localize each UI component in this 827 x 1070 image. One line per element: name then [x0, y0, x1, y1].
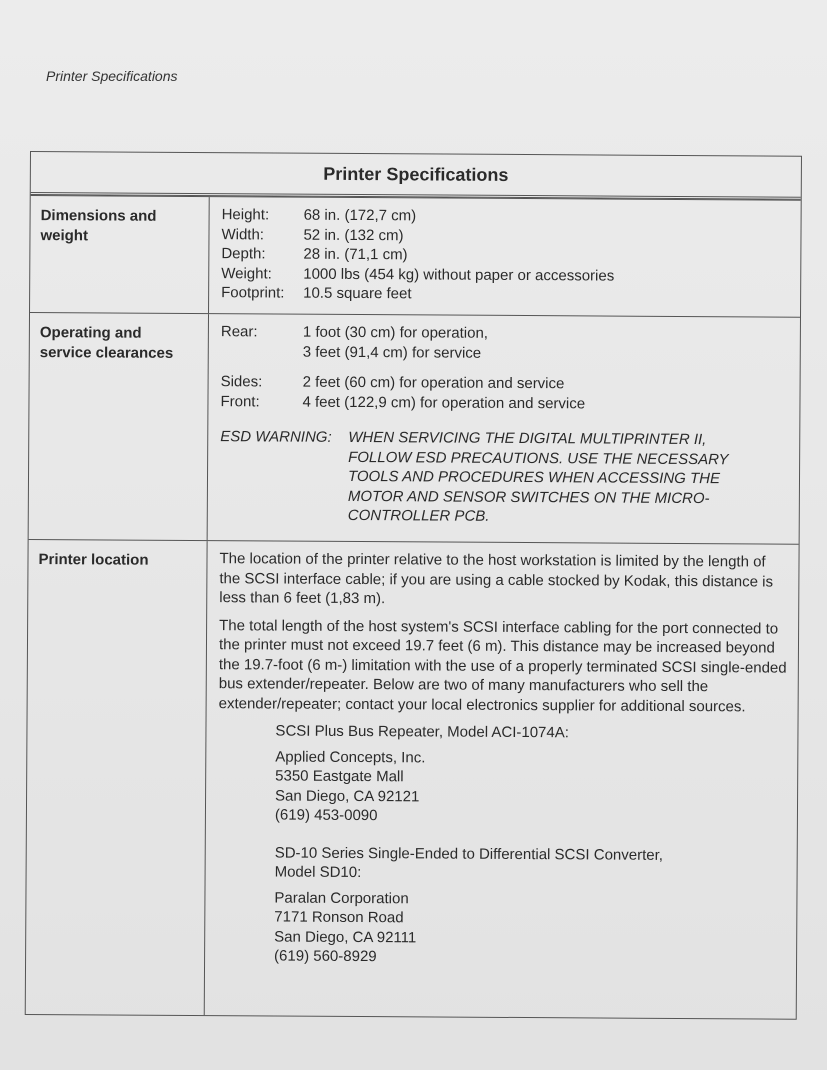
- dimensions-content: [209, 197, 801, 317]
- location-paragraph-1: The location of the printer relative to the host workstation is limited by the length of the SCSI interface cable; if you are using a cable stocked by Kodak, this distance is less than 6 feet (1,83 m).: [219, 550, 774, 608]
- row-clearances: [29, 312, 800, 544]
- location-paragraph-2: The total length of the host system's SCSI interface cabling for the port connected to the printer must not exceed 19.7 feet (6 m). This distance may be increased beyond the 19.7-foot (6 m-) limitation with the use of a properly terminated SCSI single-ended bus extender/repeater. Below are two of many manufacturers who sell the extender/repeater; contact your local electronics supplier for additional sources.: [218, 616, 787, 715]
- location-label: Printer location: [26, 540, 208, 1015]
- row-printer-location: [26, 539, 799, 1019]
- spec-depth: Depth: 28 in. (71,1 cm): [221, 245, 408, 264]
- spec-weight: Weight: 1000 lbs (454 kg) without paper or accessories: [221, 264, 615, 285]
- product-2: SD-10 Series Single-Ended to Differential SCSI Converter, Model SD10:: [274, 844, 664, 882]
- spec-footprint: Footprint: 10.5 square feet: [221, 284, 412, 303]
- clearance-front: Front: 4 feet (122,9 cm) for operation and service: [220, 392, 586, 412]
- clearance-sides: Sides: 2 feet (60 cm) for operation and service: [220, 373, 565, 393]
- row-dimensions: [30, 195, 801, 317]
- vendor-2-address: Paralan Corporation 7171 Ronson Road San Diego, CA 92111 (619) 560-8929: [274, 889, 417, 966]
- esd-warning: ESD WARNING: WHEN SERVICING THE DIGITAL MULTIPRINTER II, FOLLOW ESD PRECAUTIONS. USE THE NECESSARY TOOLS AND PROCEDURES WHEN ACCESSING THE MOTOR AND SENSOR SWITCHES ON THE MICRO- CONTROLLER PCB.: [220, 428, 729, 525]
- product-1: SCSI Plus Bus Repeater, Model ACI-1074A:: [275, 722, 570, 742]
- spec-height: Height: 68 in. (172,7 cm): [221, 206, 417, 225]
- specifications-table: [25, 151, 802, 1020]
- table-title: Printer Specifications: [31, 152, 801, 200]
- dimensions-label: Dimensions and weight: [30, 196, 210, 313]
- location-content: [205, 541, 799, 1019]
- clearances-content: [208, 314, 800, 544]
- running-head: Printer Specifications: [46, 68, 178, 84]
- clearance-rear: Rear: 1 foot (30 cm) for operation, 3 feet (91,4 cm) for service: [220, 323, 489, 362]
- spec-width: Width: 52 in. (132 cm): [221, 225, 404, 244]
- clearances-label: Operating and service clearances: [29, 313, 209, 540]
- vendor-1-address: Applied Concepts, Inc. 5350 Eastgate Mall San Diego, CA 92121 (619) 453-0090: [274, 748, 426, 825]
